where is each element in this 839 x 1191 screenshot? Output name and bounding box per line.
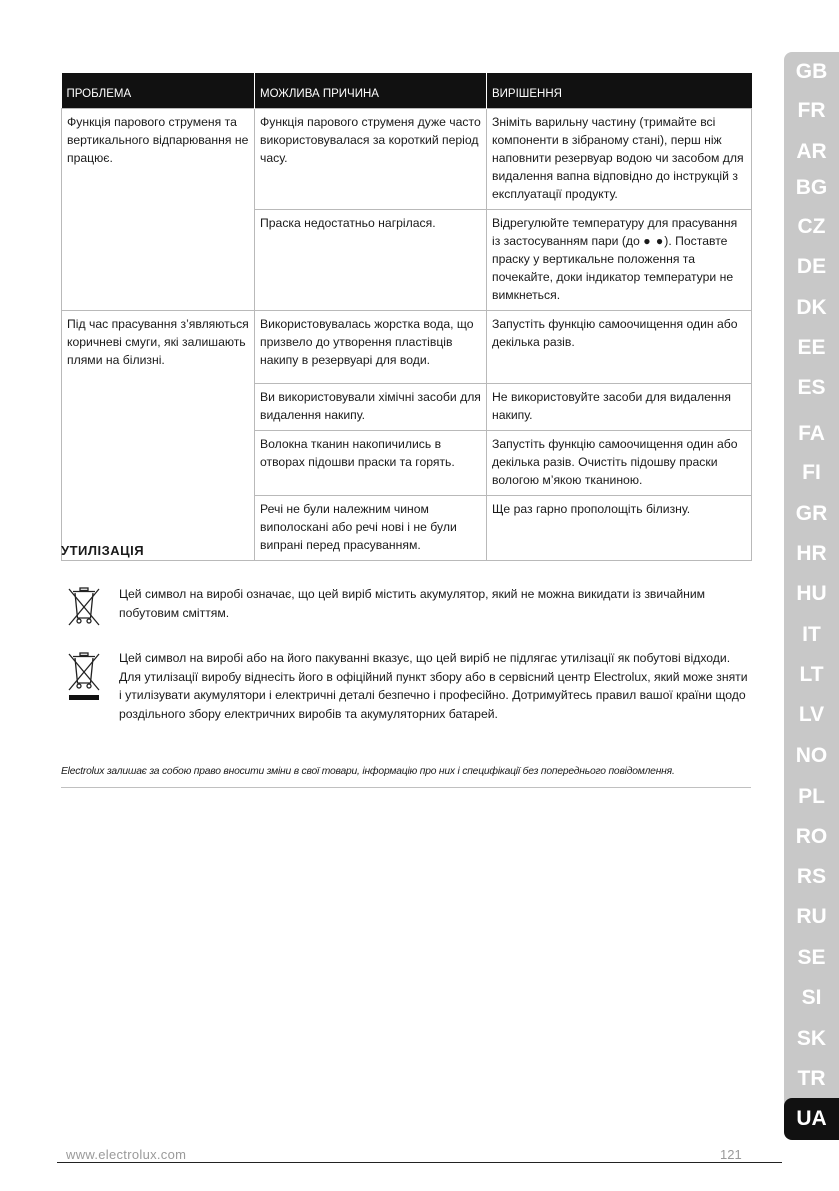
lang-tab-ro[interactable]: RO	[795, 825, 828, 848]
header-problem: ПРОБЛЕМА	[62, 73, 255, 109]
lang-tab-dk[interactable]: DK	[796, 296, 827, 319]
solution-text: Відрегулюйте температуру для прасування із застосуванням пари (до	[492, 216, 738, 248]
lang-tab-bg[interactable]: BG	[795, 176, 828, 199]
cause-cell: Волокна тканин накопичились в отворах підошви праски та горять.	[255, 431, 487, 496]
lang-tab-lv[interactable]: LV	[798, 703, 825, 726]
solution-cell: Ще раз гарно прополощіть білизну.	[487, 496, 752, 561]
disposal-weee-text: Цей символ на виробі або на його пакуванні вказує, що цей виріб не підлягає утилізації як побутові відходи. Для утилізації виробу віднесіть його в офіційний пункт збору або в сервісний центр Electrolux, який може зняти і утилізувати акумулятори і електричні деталі безпечно і професійно. Дотримуйтесь правил вашої країни щодо роздільного збору електричних виробів та акумуляторних батарей.	[119, 651, 748, 721]
lang-tab-ru[interactable]: RU	[796, 905, 827, 928]
lang-tab-it[interactable]: IT	[802, 623, 821, 646]
lang-tab-gr[interactable]: GR	[795, 502, 828, 525]
lang-tab-no[interactable]: NO	[795, 744, 828, 767]
lang-tab-fi[interactable]: FI	[802, 461, 821, 484]
cause-cell: Ви використовували хімічні засоби для видалення накипу.	[255, 384, 487, 431]
divider	[61, 787, 751, 788]
table-row	[62, 109, 752, 210]
header-cause: МОЖЛИВА ПРИЧИНА	[255, 73, 487, 109]
lang-tab-rs[interactable]: RS	[796, 865, 827, 888]
temperature-dots-icon: ● ●	[643, 234, 665, 248]
lang-tab-pl[interactable]: PL	[798, 785, 825, 808]
lang-tab-hr[interactable]: HR	[796, 542, 827, 565]
solution-cell: Запустіть функцію самоочищення один або декілька разів.	[487, 311, 752, 384]
lang-tab-fr[interactable]: FR	[797, 99, 826, 122]
page-number: 121	[720, 1147, 742, 1162]
crossed-bin-icon	[66, 585, 102, 627]
lang-tab-ua-active[interactable]: UA	[784, 1098, 839, 1140]
lang-tab-tr[interactable]: TR	[797, 1067, 826, 1090]
disposal-battery-text: Цей символ на виробі означає, що цей виріб містить акумулятор, який не можна викидати із звичайним побутовим сміттям.	[119, 587, 706, 620]
lang-tab-de[interactable]: DE	[796, 255, 827, 278]
lang-tab-es[interactable]: ES	[797, 376, 826, 399]
footer-url[interactable]: www.electrolux.com	[66, 1147, 187, 1162]
lang-tab-se[interactable]: SE	[797, 946, 826, 969]
lang-tab-si[interactable]: SI	[801, 986, 822, 1009]
lang-tab-sk[interactable]: SK	[796, 1027, 827, 1050]
problem-cell: Під час прасування з’являються коричневі смуги, які залишають плями на білизні.	[62, 311, 255, 561]
weee-bin-icon	[66, 650, 102, 702]
lang-tab-gb[interactable]: GB	[795, 60, 828, 83]
solution-text: ). Поставте праску у вертикальне положення та почекайте, доки індикатор температури не вимкнеться.	[492, 234, 734, 302]
problem-cell: Функція парового струменя та вертикального відпарювання не працює.	[62, 109, 255, 311]
cause-cell: Речі не були належним чином виполоскані або речі нові і не були випрані перед прасуванням.	[255, 496, 487, 561]
cause-cell: Використовувалась жорстка вода, що призвело до утворення пластівців накипу в резервуарі для води.	[255, 311, 487, 384]
solution-cell: Зніміть варильну частину (тримайте всі компоненти в зібраному стані), перш ніж наповнити резервуар водою чи засобом для видалення вапна відповідно до інструкцій з експлуатації продукту.	[487, 109, 752, 210]
disclaimer-text: Electrolux залишає за собою право вносити зміни в свої товари, інформацію про них і специфікації без попереднього повідомлення.	[61, 766, 675, 777]
section-title: УТИЛІЗАЦІЯ	[61, 543, 145, 558]
lang-tab-fa[interactable]: FA	[798, 422, 825, 445]
table-row	[62, 311, 752, 384]
lang-tab-ar[interactable]: AR	[796, 140, 827, 163]
footer-divider	[57, 1162, 782, 1163]
cause-cell: Праска недостатньо нагрілася.	[255, 210, 487, 311]
solution-cell	[487, 210, 752, 311]
lang-tab-lt[interactable]: LT	[799, 663, 824, 686]
lang-tab-ee[interactable]: EE	[797, 336, 826, 359]
solution-cell: Запустіть функцію самоочищення один або декілька разів. Очистіть підошву праски вологою м’якою тканиною.	[487, 431, 752, 496]
cause-cell: Функція парового струменя дуже часто використовувалася за короткий період часу.	[255, 109, 487, 210]
troubleshooting-table	[61, 73, 752, 561]
lang-tab-cz[interactable]: CZ	[797, 215, 826, 238]
solution-cell: Не використовуйте засоби для видалення накипу.	[487, 384, 752, 431]
lang-tab-hu[interactable]: HU	[796, 582, 827, 605]
header-solution: ВИРІШЕННЯ	[487, 73, 752, 109]
table-header-row	[62, 73, 752, 109]
